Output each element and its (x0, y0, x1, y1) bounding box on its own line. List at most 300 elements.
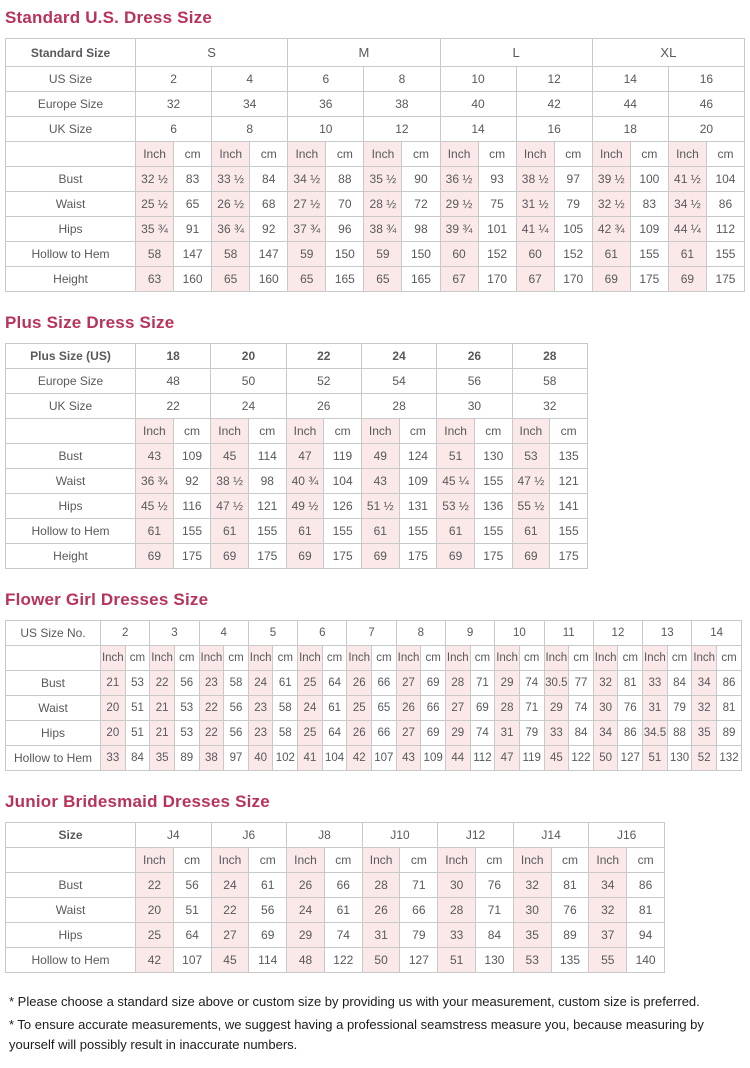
cm-value-cell: 70 (326, 192, 364, 217)
inch-value-cell: 30 (593, 696, 618, 721)
cm-value-cell: 81 (618, 671, 643, 696)
inch-value-cell: Inch (286, 419, 324, 444)
cm-value-cell: 155 (550, 519, 588, 544)
inch-value-cell: 33 (643, 671, 668, 696)
size-header-cell: 12 (516, 67, 592, 92)
inch-value-cell: 50 (362, 948, 400, 973)
inch-value-cell: 36 ½ (440, 167, 478, 192)
cm-value-cell: 175 (324, 544, 362, 569)
cm-value-cell: cm (173, 848, 211, 873)
inch-value-cell: 61 (211, 519, 249, 544)
inch-value-cell: 58 (212, 242, 250, 267)
cm-value-cell: 155 (706, 242, 744, 267)
inch-value-cell: 51 ½ (361, 494, 399, 519)
table-row (6, 167, 745, 192)
cm-value-cell: 121 (550, 469, 588, 494)
row-label: Hollow to Hem (6, 519, 136, 544)
table-row (6, 721, 742, 746)
cm-value-cell: 88 (326, 167, 364, 192)
row-label: Hips (6, 494, 136, 519)
size-header-cell: 14 (592, 67, 668, 92)
row-label: US Size No. (6, 621, 101, 646)
table-row (6, 696, 742, 721)
inch-value-cell: 67 (440, 267, 478, 292)
inch-value-cell: 38 ½ (211, 469, 249, 494)
cm-value-cell: 53 (125, 671, 150, 696)
size-header-cell: 5 (248, 621, 297, 646)
inch-value-cell: 35 (150, 746, 175, 771)
table-row (6, 823, 665, 848)
cm-value-cell: cm (125, 646, 150, 671)
cm-value-cell: cm (630, 142, 668, 167)
row-label: US Size (6, 67, 136, 92)
inch-value-cell: 30.5 (544, 671, 569, 696)
cm-value-cell: 112 (470, 746, 495, 771)
inch-value-cell: 69 (668, 267, 706, 292)
size-header-cell: 20 (211, 344, 286, 369)
cm-value-cell: 104 (706, 167, 744, 192)
row-label (6, 646, 101, 671)
size-header-cell: 11 (544, 621, 593, 646)
cm-value-cell: 66 (324, 873, 362, 898)
inch-value-cell: 41 ¼ (516, 217, 554, 242)
inch-value-cell: 69 (136, 544, 174, 569)
cm-value-cell: 64 (322, 671, 347, 696)
inch-value-cell: 39 ½ (592, 167, 630, 192)
inch-value-cell: 65 (364, 267, 402, 292)
size-header-cell: 52 (286, 369, 361, 394)
inch-value-cell: Inch (593, 646, 618, 671)
size-header-cell: 46 (668, 92, 744, 117)
size-header-cell: 36 (288, 92, 364, 117)
size-header-cell: J14 (513, 823, 589, 848)
table-row (6, 544, 588, 569)
cm-value-cell: 152 (478, 242, 516, 267)
table-row (6, 369, 588, 394)
inch-value-cell: 29 (495, 671, 520, 696)
cm-value-cell: 130 (667, 746, 692, 771)
inch-value-cell: 26 (287, 873, 325, 898)
inch-value-cell: 33 (438, 923, 476, 948)
inch-value-cell: Inch (516, 142, 554, 167)
cm-value-cell: cm (717, 646, 742, 671)
table-row (6, 92, 745, 117)
inch-value-cell: 32 (589, 898, 627, 923)
inch-value-cell: Inch (440, 142, 478, 167)
table-row (6, 419, 588, 444)
inch-value-cell: 67 (516, 267, 554, 292)
cm-value-cell: 121 (248, 494, 286, 519)
inch-value-cell: 61 (286, 519, 324, 544)
inch-value-cell: 58 (136, 242, 174, 267)
cm-value-cell: 147 (250, 242, 288, 267)
size-header-cell: 32 (512, 394, 587, 419)
cm-value-cell: 74 (569, 696, 594, 721)
table-row (6, 469, 588, 494)
cm-value-cell: cm (519, 646, 544, 671)
inch-value-cell: 45 (211, 444, 249, 469)
inch-value-cell: 34 (692, 671, 717, 696)
size-header-cell: 26 (286, 394, 361, 419)
inch-value-cell: 22 (211, 898, 249, 923)
table-row (6, 444, 588, 469)
cm-value-cell: cm (627, 848, 665, 873)
cm-value-cell: 83 (630, 192, 668, 217)
inch-value-cell: 29 ½ (440, 192, 478, 217)
inch-value-cell: 34 (593, 721, 618, 746)
inch-value-cell: Inch (364, 142, 402, 167)
row-label: Hollow to Hem (6, 242, 136, 267)
section-title-junior-bridesmaid-dresses-size: Junior Bridesmaid Dresses Size (5, 792, 270, 811)
cm-value-cell: cm (324, 848, 362, 873)
inch-value-cell: Inch (212, 142, 250, 167)
cm-value-cell: 61 (273, 671, 298, 696)
cm-value-cell: 68 (250, 192, 288, 217)
inch-value-cell: 25 ½ (136, 192, 174, 217)
inch-value-cell: 27 (396, 671, 421, 696)
flower-girl-dresses-size-table (5, 620, 742, 771)
size-header-cell: 8 (212, 117, 288, 142)
cm-value-cell: 93 (478, 167, 516, 192)
cm-value-cell: 69 (249, 923, 287, 948)
cm-value-cell: 147 (174, 242, 212, 267)
cm-value-cell: 76 (476, 873, 514, 898)
cm-value-cell: 141 (550, 494, 588, 519)
size-header-cell: M (288, 39, 440, 67)
table-row (6, 394, 588, 419)
inch-value-cell: 24 (298, 696, 323, 721)
inch-value-cell: Inch (668, 142, 706, 167)
cm-value-cell: 66 (372, 671, 397, 696)
inch-value-cell: Inch (199, 646, 224, 671)
cm-value-cell: cm (478, 142, 516, 167)
inch-value-cell: 31 ½ (516, 192, 554, 217)
inch-value-cell: 23 (248, 696, 273, 721)
cm-value-cell: 84 (125, 746, 150, 771)
inch-value-cell: Inch (495, 646, 520, 671)
inch-value-cell: 39 ¾ (440, 217, 478, 242)
cm-value-cell: cm (470, 646, 495, 671)
inch-value-cell: Inch (248, 646, 273, 671)
cm-value-cell: 61 (249, 873, 287, 898)
cm-value-cell: cm (421, 646, 446, 671)
cm-value-cell: 66 (372, 721, 397, 746)
cm-value-cell: cm (248, 419, 286, 444)
table-row (6, 494, 588, 519)
cm-value-cell: 155 (630, 242, 668, 267)
table-row (6, 671, 742, 696)
row-label: Standard Size (6, 39, 136, 67)
cm-value-cell: 53 (174, 696, 199, 721)
cm-value-cell: cm (618, 646, 643, 671)
inch-value-cell: Inch (437, 419, 475, 444)
inch-value-cell: 63 (136, 267, 174, 292)
cm-value-cell: 170 (554, 267, 592, 292)
footnotes (5, 992, 745, 1055)
cm-value-cell: cm (322, 646, 347, 671)
inch-value-cell: 22 (150, 671, 175, 696)
cm-value-cell: 96 (326, 217, 364, 242)
cm-value-cell: 160 (250, 267, 288, 292)
inch-value-cell: 26 ½ (212, 192, 250, 217)
size-header-cell: 9 (445, 621, 494, 646)
cm-value-cell: 90 (402, 167, 440, 192)
cm-value-cell: 58 (273, 721, 298, 746)
inch-value-cell: 40 ¾ (286, 469, 324, 494)
inch-value-cell: 25 (347, 696, 372, 721)
cm-value-cell: cm (550, 419, 588, 444)
cm-value-cell: 97 (224, 746, 249, 771)
inch-value-cell: Inch (211, 419, 249, 444)
cm-value-cell: cm (402, 142, 440, 167)
inch-value-cell: Inch (101, 646, 126, 671)
row-label: Hollow to Hem (6, 948, 136, 973)
inch-value-cell: 35 ¾ (136, 217, 174, 242)
cm-value-cell: 91 (174, 217, 212, 242)
cm-value-cell: 79 (400, 923, 438, 948)
inch-value-cell: 43 (396, 746, 421, 771)
inch-value-cell: 25 (298, 721, 323, 746)
inch-value-cell: Inch (396, 646, 421, 671)
row-label: Hollow to Hem (6, 746, 101, 771)
table-row (6, 621, 742, 646)
inch-value-cell: 43 (136, 444, 174, 469)
inch-value-cell: 42 ¾ (592, 217, 630, 242)
size-header-cell: 6 (298, 621, 347, 646)
inch-value-cell: 38 ½ (516, 167, 554, 192)
size-header-cell: 48 (136, 369, 211, 394)
cm-value-cell: cm (224, 646, 249, 671)
size-header-cell: 24 (361, 344, 436, 369)
cm-value-cell: 71 (400, 873, 438, 898)
inch-value-cell: Inch (544, 646, 569, 671)
cm-value-cell: 84 (250, 167, 288, 192)
standard-us-dress-size-table (5, 38, 745, 292)
row-label: Waist (6, 898, 136, 923)
cm-value-cell: 98 (248, 469, 286, 494)
row-label: Bust (6, 444, 136, 469)
size-header-cell: 7 (347, 621, 396, 646)
inch-value-cell: 20 (101, 721, 126, 746)
inch-value-cell: 31 (495, 721, 520, 746)
inch-value-cell: Inch (347, 646, 372, 671)
size-header-cell: 4 (199, 621, 248, 646)
inch-value-cell: 32 (593, 671, 618, 696)
cm-value-cell: 150 (326, 242, 364, 267)
inch-value-cell: 25 (136, 923, 174, 948)
cm-value-cell: 83 (174, 167, 212, 192)
size-header-cell: 6 (288, 67, 364, 92)
table-row (6, 898, 665, 923)
cm-value-cell: 104 (324, 469, 362, 494)
cm-value-cell: 94 (627, 923, 665, 948)
inch-value-cell: 53 (513, 948, 551, 973)
inch-value-cell: 42 (136, 948, 174, 973)
size-header-cell: 18 (592, 117, 668, 142)
inch-value-cell: 27 ½ (288, 192, 326, 217)
row-label: UK Size (6, 117, 136, 142)
inch-value-cell: 30 (513, 898, 551, 923)
row-label: Hips (6, 217, 136, 242)
size-header-cell: 32 (136, 92, 212, 117)
cm-value-cell: 86 (706, 192, 744, 217)
cm-value-cell: cm (174, 142, 212, 167)
inch-value-cell: 23 (199, 671, 224, 696)
cm-value-cell: cm (372, 646, 397, 671)
inch-value-cell: Inch (592, 142, 630, 167)
cm-value-cell: 124 (399, 444, 437, 469)
cm-value-cell: cm (399, 419, 437, 444)
inch-value-cell: 22 (199, 696, 224, 721)
table-row (6, 344, 588, 369)
cm-value-cell: 152 (554, 242, 592, 267)
inch-value-cell: 27 (211, 923, 249, 948)
cm-value-cell: 104 (322, 746, 347, 771)
inch-value-cell: 50 (593, 746, 618, 771)
inch-value-cell: 38 ¾ (364, 217, 402, 242)
cm-value-cell: 165 (326, 267, 364, 292)
table-row (6, 948, 665, 973)
inch-value-cell: 61 (592, 242, 630, 267)
cm-value-cell: 89 (174, 746, 199, 771)
cm-value-cell: 89 (717, 721, 742, 746)
inch-value-cell: 36 ¾ (136, 469, 174, 494)
cm-value-cell: cm (173, 419, 211, 444)
table-row (6, 873, 665, 898)
inch-value-cell: 24 (248, 671, 273, 696)
cm-value-cell: 101 (478, 217, 516, 242)
inch-value-cell: 59 (288, 242, 326, 267)
cm-value-cell: 92 (250, 217, 288, 242)
row-label: Waist (6, 469, 136, 494)
cm-value-cell: cm (324, 419, 362, 444)
inch-value-cell: 47 (286, 444, 324, 469)
cm-value-cell: 53 (174, 721, 199, 746)
inch-value-cell: 47 ½ (211, 494, 249, 519)
cm-value-cell: 122 (324, 948, 362, 973)
cm-value-cell: 76 (618, 696, 643, 721)
cm-value-cell: cm (569, 646, 594, 671)
table-row (6, 67, 745, 92)
cm-value-cell: 112 (706, 217, 744, 242)
inch-value-cell: 55 ½ (512, 494, 550, 519)
size-header-cell: 12 (364, 117, 440, 142)
inch-value-cell: 22 (199, 721, 224, 746)
cm-value-cell: cm (250, 142, 288, 167)
cm-value-cell: 155 (399, 519, 437, 544)
row-label (6, 419, 136, 444)
size-header-cell: J8 (287, 823, 363, 848)
inch-value-cell: Inch (287, 848, 325, 873)
cm-value-cell: 107 (372, 746, 397, 771)
inch-value-cell: 37 (589, 923, 627, 948)
cm-value-cell: 79 (554, 192, 592, 217)
cm-value-cell: 155 (248, 519, 286, 544)
cm-value-cell: 51 (125, 721, 150, 746)
cm-value-cell: 127 (400, 948, 438, 973)
cm-value-cell: 114 (249, 948, 287, 973)
inch-value-cell: 69 (512, 544, 550, 569)
cm-value-cell: 100 (630, 167, 668, 192)
cm-value-cell: 56 (224, 721, 249, 746)
table-row (6, 923, 665, 948)
section-title-flower-girl-dresses-size: Flower Girl Dresses Size (5, 590, 209, 609)
inch-value-cell: 45 ¼ (437, 469, 475, 494)
inch-value-cell: 26 (362, 898, 400, 923)
inch-value-cell: 61 (437, 519, 475, 544)
inch-value-cell: 32 (692, 696, 717, 721)
inch-value-cell: 65 (288, 267, 326, 292)
size-header-cell: 58 (512, 369, 587, 394)
inch-value-cell: 20 (101, 696, 126, 721)
row-label: Bust (6, 671, 101, 696)
cm-value-cell: cm (476, 848, 514, 873)
size-header-cell: 50 (211, 369, 286, 394)
inch-value-cell: 60 (516, 242, 554, 267)
inch-value-cell: 69 (361, 544, 399, 569)
size-header-cell: 22 (136, 394, 211, 419)
size-header-cell: 10 (495, 621, 544, 646)
cm-value-cell: 165 (402, 267, 440, 292)
cm-value-cell: 175 (550, 544, 588, 569)
cm-value-cell: 175 (248, 544, 286, 569)
inch-value-cell: 61 (361, 519, 399, 544)
inch-value-cell: 29 (445, 721, 470, 746)
cm-value-cell: 150 (402, 242, 440, 267)
inch-value-cell: 29 (287, 923, 325, 948)
inch-value-cell: Inch (445, 646, 470, 671)
inch-value-cell: Inch (136, 848, 174, 873)
size-header-cell: 26 (437, 344, 512, 369)
inch-value-cell: 53 (512, 444, 550, 469)
cm-value-cell: 75 (478, 192, 516, 217)
row-label: Europe Size (6, 369, 136, 394)
size-header-cell: 6 (136, 117, 212, 142)
row-label: Height (6, 267, 136, 292)
size-header-cell: 2 (136, 67, 212, 92)
size-header-cell: 10 (288, 117, 364, 142)
row-label: Hips (6, 923, 136, 948)
inch-value-cell: 33 ½ (212, 167, 250, 192)
table-row (6, 192, 745, 217)
inch-value-cell: 61 (136, 519, 174, 544)
cm-value-cell: cm (554, 142, 592, 167)
size-header-cell: 8 (396, 621, 445, 646)
cm-value-cell: 155 (474, 519, 512, 544)
cm-value-cell: 136 (474, 494, 512, 519)
cm-value-cell: 105 (554, 217, 592, 242)
row-label (6, 142, 136, 167)
inch-value-cell: 51 (437, 444, 475, 469)
inch-value-cell: 26 (347, 671, 372, 696)
inch-value-cell: Inch (438, 848, 476, 873)
size-header-cell: 20 (668, 117, 744, 142)
inch-value-cell: Inch (362, 848, 400, 873)
inch-value-cell: Inch (298, 646, 323, 671)
size-header-cell: XL (592, 39, 744, 67)
inch-value-cell: 47 ½ (512, 469, 550, 494)
inch-value-cell: 40 (248, 746, 273, 771)
cm-value-cell: 116 (173, 494, 211, 519)
inch-value-cell: 53 ½ (437, 494, 475, 519)
inch-value-cell: 32 ½ (592, 192, 630, 217)
cm-value-cell: 58 (273, 696, 298, 721)
cm-value-cell: 175 (173, 544, 211, 569)
cm-value-cell: 84 (569, 721, 594, 746)
row-label: Hips (6, 721, 101, 746)
row-label: Bust (6, 873, 136, 898)
inch-value-cell: 51 (438, 948, 476, 973)
